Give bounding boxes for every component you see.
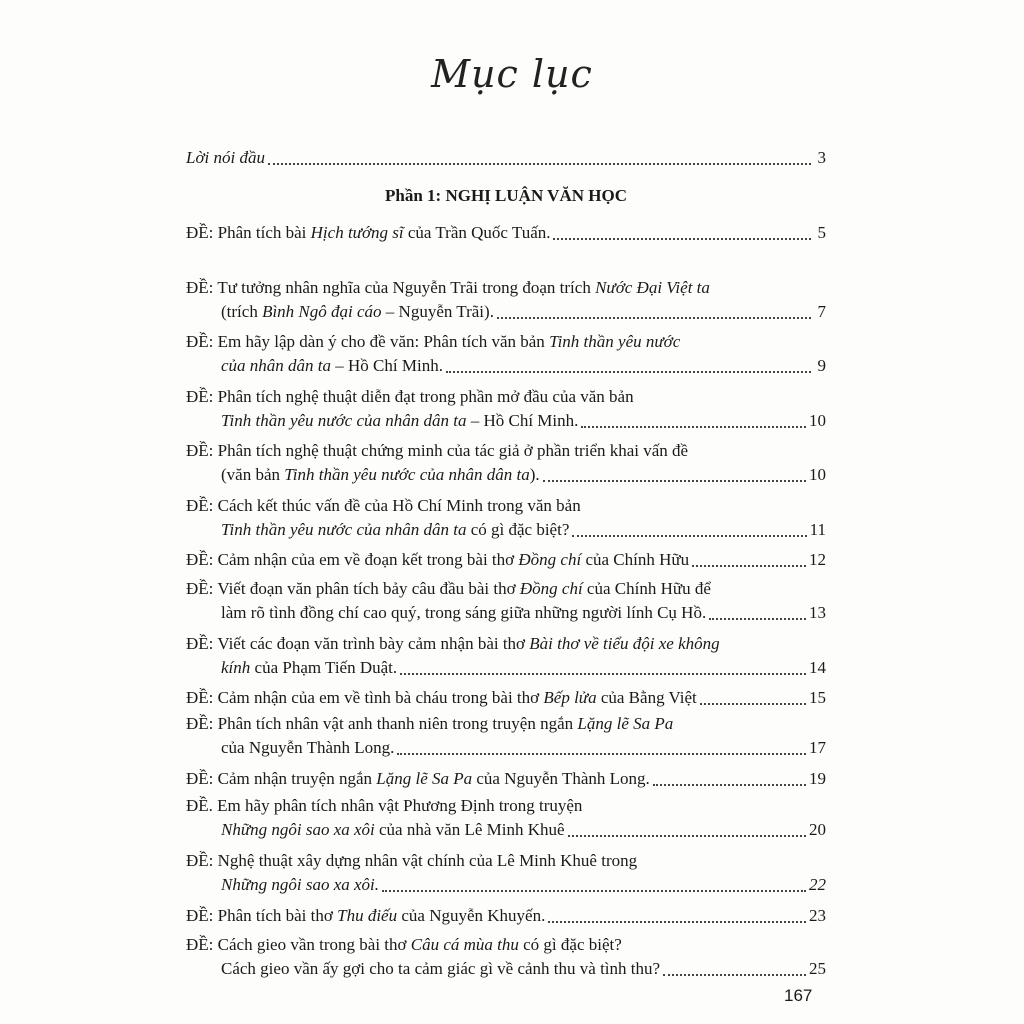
toc-entry[interactable] — [186, 577, 826, 625]
entry-work-title: Câu cá mùa thu — [410, 935, 519, 954]
entry-work-title: Tinh thần yêu nước của nhân dân ta — [284, 465, 530, 484]
entry-page: 13 — [809, 603, 826, 622]
entry-text — [221, 518, 569, 542]
entry-prefix: ĐỀ: — [186, 769, 218, 788]
entry-text-part: Phân tích bài thơ — [217, 906, 338, 925]
entry-text — [186, 794, 582, 818]
entry-text — [221, 409, 578, 433]
entry-prefix: ĐỀ. — [186, 796, 218, 815]
entry-text — [186, 933, 622, 957]
entry-text — [186, 276, 710, 300]
entry-work-title: Bình Ngô đại cáo — [262, 302, 382, 321]
entry-text — [221, 300, 494, 324]
entry-prefix: ĐỀ: — [186, 441, 218, 460]
entry-text-part: Cảm nhận truyện ngắn — [217, 769, 377, 788]
dot-leader — [268, 163, 811, 165]
dot-leader — [553, 238, 811, 240]
dot-leader — [700, 703, 806, 705]
entry-text-part: Phân tích nghệ thuật chứng minh của tác giả ở phần triển khai vấn đề — [217, 441, 689, 460]
entry-text-part: (trích — [221, 302, 263, 321]
entry-text-part: Viết các đoạn văn trình bày cảm nhận bài thơ — [217, 634, 530, 653]
entry-page: 22 — [809, 875, 826, 894]
entry-page: 3 — [817, 148, 826, 167]
toc-entry[interactable] — [186, 632, 826, 680]
entry-text — [186, 577, 711, 601]
entry-text-part: của Phạm Tiến Duật. — [250, 658, 398, 677]
page-title: Mục lục — [431, 52, 593, 96]
entry-page: 15 — [809, 688, 826, 707]
entry-text-part: Em hãy lập dàn ý cho đề văn: Phân tích văn bản — [217, 332, 550, 351]
entry-text-part: Cách kết thúc vấn đề của Hồ Chí Minh trong văn bản — [217, 496, 581, 515]
entry-work-title: kính — [221, 658, 251, 677]
entry-page: 12 — [809, 550, 826, 569]
entry-page: 7 — [817, 302, 826, 321]
section-title: Phần 1: NGHỊ LUẬN VĂN HỌC — [385, 186, 627, 205]
entry-text-part: Cảm nhận của em về tình bà cháu trong bài thơ — [217, 688, 544, 707]
entry-text — [186, 686, 697, 710]
toc-entry[interactable] — [186, 767, 826, 791]
toc-entry-foreword[interactable] — [186, 146, 826, 170]
entry-work-title: Tinh thần yêu nước của nhân dân ta — [221, 411, 467, 430]
entry-page: 11 — [809, 520, 826, 539]
entry-text-part: của Trần Quốc Tuấn. — [403, 223, 551, 242]
entry-work-title: Hịch tướng sĩ — [310, 223, 404, 242]
entry-text-part: – Nguyễn Trãi). — [381, 302, 494, 321]
entry-text — [221, 736, 394, 760]
dot-leader — [568, 835, 806, 837]
entry-prefix: ĐỀ: — [186, 223, 218, 242]
entry-text-part: Cảm nhận của em về đoạn kết trong bài thơ — [217, 550, 519, 569]
page-number: 167 — [784, 986, 813, 1005]
entry-work-title: Tinh thần yêu nước — [549, 332, 681, 351]
entry-prefix: ĐỀ: — [186, 332, 218, 351]
entry-prefix: ĐỀ: — [186, 688, 218, 707]
entry-prefix: ĐỀ: — [186, 906, 218, 925]
entry-text — [221, 463, 540, 487]
entry-page: 25 — [809, 959, 826, 978]
entry-page: 14 — [809, 658, 826, 677]
entry-page: 10 — [809, 411, 826, 430]
entry-work-title: Lặng lẽ Sa Pa — [577, 714, 674, 733]
entry-text-part: của Bằng Việt — [596, 688, 697, 707]
entry-text-part: của Nguyễn Thành Long. — [472, 769, 650, 788]
entry-text — [221, 818, 565, 842]
entry-text — [186, 548, 689, 572]
entry-text: Lời nói đầu — [186, 148, 265, 167]
toc-entry[interactable] — [186, 330, 826, 378]
entry-text — [186, 767, 650, 791]
entry-text-part: Tư tưởng nhân nghĩa của Nguyễn Trãi trong đoạn trích — [217, 278, 596, 297]
toc-entry[interactable] — [186, 548, 826, 572]
entry-text — [221, 601, 706, 625]
entry-page: 10 — [809, 465, 826, 484]
dot-leader — [446, 371, 811, 373]
entry-prefix: ĐỀ: — [186, 634, 218, 653]
entry-text-part: – Hồ Chí Minh. — [466, 411, 579, 430]
entry-work-title: Tinh thần yêu nước của nhân dân ta — [221, 520, 467, 539]
entry-text — [186, 904, 545, 928]
entry-prefix: ĐỀ: — [186, 496, 218, 515]
entry-prefix: ĐỀ: — [186, 851, 218, 870]
entry-text — [186, 632, 720, 656]
entry-text-part: Phân tích nghệ thuật diễn đạt trong phần mở đầu của văn bản — [217, 387, 634, 406]
dot-leader — [382, 890, 806, 892]
entry-text-part: của Nguyễn Thành Long. — [221, 738, 395, 757]
entry-text-part: của Chính Hữu để — [582, 579, 711, 598]
entry-text-part: (văn bản — [221, 465, 285, 484]
entry-text-part: Phân tích nhân vật anh thanh niên trong truyện ngắn — [217, 714, 578, 733]
entry-prefix: ĐỀ: — [186, 579, 218, 598]
toc-entry[interactable] — [186, 933, 826, 981]
entry-text — [186, 849, 637, 873]
entry-work-title: Những ngôi sao xa xôi — [221, 820, 375, 839]
toc-entry[interactable] — [186, 276, 826, 324]
toc-entry[interactable] — [186, 686, 826, 710]
entry-text — [221, 957, 660, 981]
entry-text — [186, 494, 581, 518]
entry-text-part: của Nguyễn Khuyến. — [397, 906, 546, 925]
entry-text — [221, 656, 397, 680]
entry-work-title: Thu điếu — [337, 906, 398, 925]
entry-work-title: Đồng chí — [518, 550, 582, 569]
toc-entry[interactable] — [186, 439, 826, 487]
entry-text — [221, 873, 379, 897]
entry-text-part: làm rõ tình đồng chí cao quý, trong sáng giữa những người lính Cụ Hồ. — [221, 603, 707, 622]
entry-prefix: ĐỀ: — [186, 714, 218, 733]
entry-text-part: Nghệ thuật xây dựng nhân vật chính của Lê Minh Khuê trong — [217, 851, 638, 870]
entry-work-title: Nước Đại Việt ta — [595, 278, 710, 297]
dot-leader — [709, 618, 806, 620]
toc-entry[interactable] — [186, 494, 826, 542]
entry-work-title: Những ngôi sao xa xôi. — [221, 875, 380, 894]
entry-text-part: Cách gieo vần ấy gợi cho ta cảm giác gì về cảnh thu và tình thu? — [221, 959, 661, 978]
entry-text-part: có gì đặc biệt? — [466, 520, 570, 539]
entry-text — [221, 354, 443, 378]
dot-leader — [663, 974, 806, 976]
dot-leader — [572, 535, 806, 537]
entry-work-title: của nhân dân ta — [221, 356, 332, 375]
dot-leader — [653, 784, 806, 786]
entry-page: 19 — [809, 769, 826, 788]
toc-entry[interactable] — [186, 385, 826, 433]
entry-page: 17 — [809, 738, 826, 757]
entry-prefix: ĐỀ: — [186, 278, 218, 297]
entry-page: 20 — [809, 820, 826, 839]
entry-text — [186, 439, 688, 463]
entry-page: 5 — [817, 223, 826, 242]
entry-text-part: ). — [529, 465, 540, 484]
dot-leader — [397, 753, 806, 755]
dot-leader — [581, 426, 806, 428]
toc-entry[interactable] — [186, 794, 826, 842]
toc-entry[interactable] — [186, 221, 826, 245]
entry-work-title: Đồng chí — [519, 579, 583, 598]
dot-leader — [692, 565, 806, 567]
entry-prefix: ĐỀ: — [186, 935, 218, 954]
toc-entry[interactable] — [186, 904, 826, 928]
entry-prefix: ĐỀ: — [186, 550, 218, 569]
entry-text-part: Phân tích bài — [217, 223, 311, 242]
entry-text-part: Viết đoạn văn phân tích bảy câu đầu bài thơ — [217, 579, 520, 598]
dot-leader — [400, 673, 806, 675]
entry-work-title: Bài thơ về tiểu đội xe không — [529, 634, 720, 653]
dot-leader — [543, 480, 806, 482]
entry-text-part: Em hãy phân tích nhân vật Phương Định trong truyện — [217, 796, 583, 815]
entry-text-part: của nhà văn Lê Minh Khuê — [374, 820, 565, 839]
entry-prefix: ĐỀ: — [186, 387, 218, 406]
dot-leader — [497, 317, 811, 319]
entry-work-title: Lặng lẽ Sa Pa — [376, 769, 473, 788]
entry-text — [186, 330, 680, 354]
entry-text — [186, 221, 550, 245]
dot-leader — [548, 921, 806, 923]
toc-entry[interactable] — [186, 849, 826, 897]
entry-text-part: của Chính Hữu — [581, 550, 690, 569]
entry-page: 23 — [809, 906, 826, 925]
entry-text — [186, 385, 634, 409]
toc-entry[interactable] — [186, 712, 826, 760]
entry-page: 9 — [817, 356, 826, 375]
entry-work-title: Bếp lửa — [543, 688, 597, 707]
entry-text — [186, 712, 673, 736]
entry-text-part: có gì đặc biệt? — [518, 935, 622, 954]
entry-text-part: Cách gieo vần trong bài thơ — [217, 935, 411, 954]
entry-text-part: – Hồ Chí Minh. — [331, 356, 443, 375]
